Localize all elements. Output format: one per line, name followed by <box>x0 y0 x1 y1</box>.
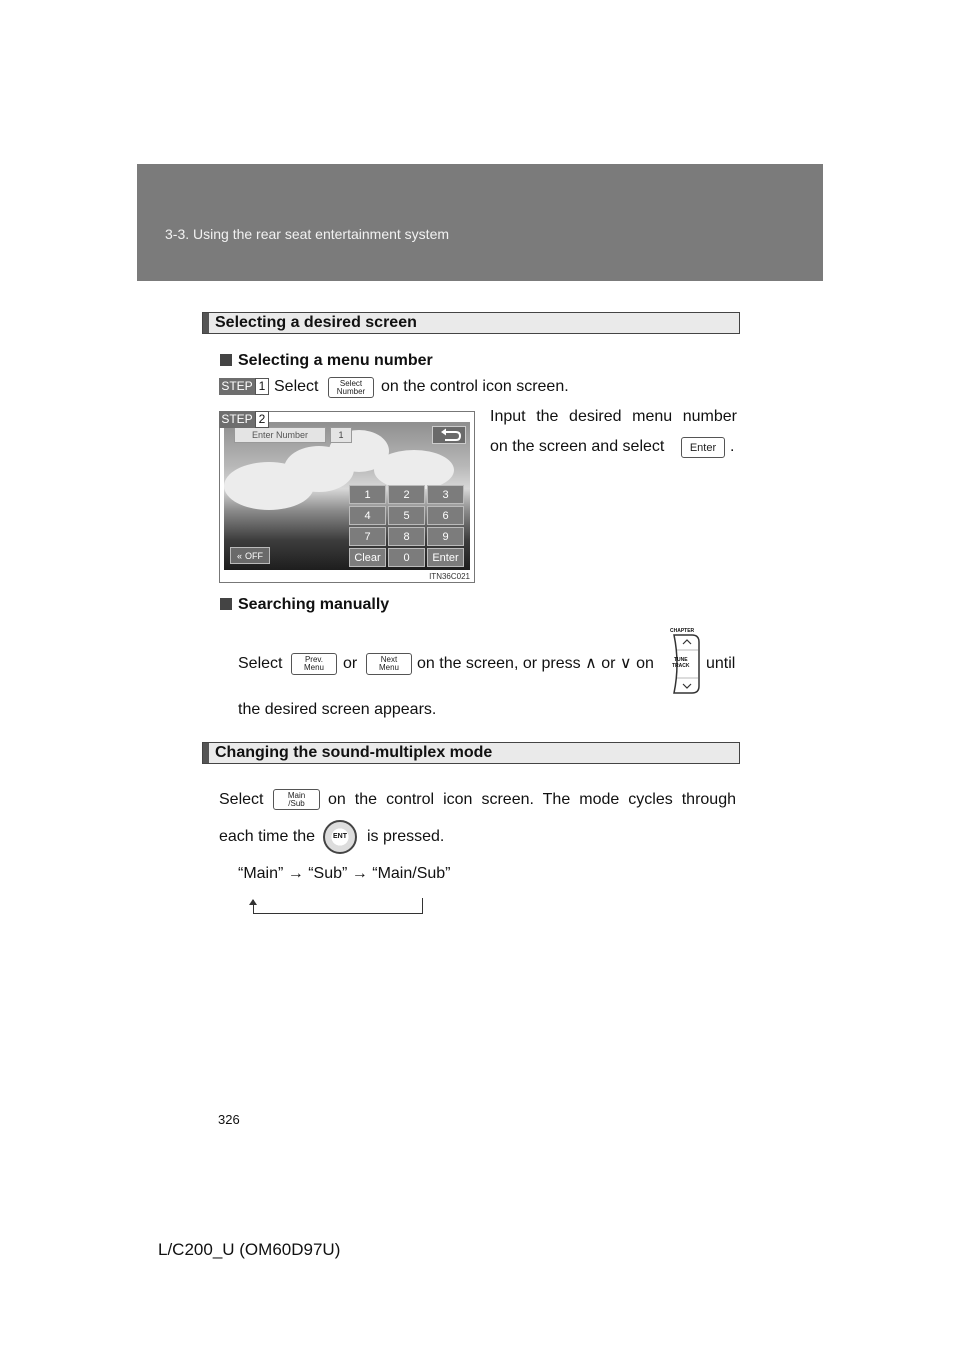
numeric-keypad <box>349 485 464 567</box>
key-enter[interactable]: Enter <box>427 548 464 567</box>
subheading-searching-manually: Searching manually <box>220 596 389 614</box>
double-chevron-left-icon: « <box>236 550 242 561</box>
multiplex-text-line-2-post: is pressed. <box>367 828 445 845</box>
cycle-return-arrow <box>253 898 423 914</box>
cloud-shape <box>374 450 454 490</box>
illustration-code: ITN36C021 <box>429 572 470 581</box>
ent-knob-icon: ENT <box>323 820 357 854</box>
step-2-line-2-pre: on the screen and select <box>490 438 665 455</box>
screen-background-image <box>224 422 470 570</box>
search-text-press: on the screen, or press ∧ or ∨ on <box>417 655 654 672</box>
section-heading-sound-multiplex <box>202 742 740 764</box>
square-bullet-icon <box>220 598 232 610</box>
mode-cycle-text: “Main” → “Sub” → “Main/Sub” <box>238 865 451 882</box>
chapter-switch-illustration <box>668 628 700 694</box>
header-band <box>137 164 823 281</box>
step-2-line-2-post: . <box>730 438 735 455</box>
switch-tune-track-label: TUNE TRACK <box>672 657 690 669</box>
key-clear[interactable]: Clear <box>349 548 386 567</box>
key-1[interactable]: 1 <box>349 485 386 504</box>
key-3[interactable]: 3 <box>427 485 464 504</box>
chapter-title: 3-3. Using the rear seat entertainment system <box>165 226 450 242</box>
key-2[interactable]: 2 <box>388 485 425 504</box>
section-title: Selecting a desired screen <box>215 314 417 331</box>
enter-button[interactable]: Enter <box>681 437 725 458</box>
key-6[interactable]: 6 <box>427 506 464 525</box>
number-value-field[interactable]: 1 <box>330 427 352 443</box>
step-2-line-1: Input the desired menu number <box>490 408 737 425</box>
subheading-menu-number: Selecting a menu number <box>220 352 433 370</box>
step-1-text-post: on the control icon screen. <box>381 378 569 395</box>
search-text-line-2: the desired screen appears. <box>238 701 437 718</box>
key-9[interactable]: 9 <box>427 527 464 546</box>
return-arrow-icon <box>433 427 467 445</box>
section-title: Changing the sound-multiplex mode <box>215 744 493 761</box>
return-button[interactable] <box>432 426 466 444</box>
key-0[interactable]: 0 <box>388 548 425 567</box>
key-5[interactable]: 5 <box>388 506 425 525</box>
prev-menu-button[interactable]: Prev. Menu <box>291 653 337 675</box>
search-text-or: or <box>343 655 358 672</box>
search-text-select: Select <box>238 655 283 672</box>
model-code: L/C200_U (OM60D97U) <box>158 1240 341 1259</box>
multiplex-text-line-1: on the control icon screen. The mode cycles through <box>328 791 736 808</box>
key-7[interactable]: 7 <box>349 527 386 546</box>
search-text-until: until <box>706 655 736 672</box>
off-button[interactable]: « OFF <box>230 547 270 564</box>
key-8[interactable]: 8 <box>388 527 425 546</box>
main-sub-button[interactable]: Main /Sub <box>273 789 320 810</box>
multiplex-text-select: Select <box>219 791 264 808</box>
enter-number-field[interactable]: Enter Number <box>234 427 326 443</box>
switch-chapter-label: CHAPTER <box>670 628 695 634</box>
next-menu-button[interactable]: Next Menu <box>366 653 412 675</box>
square-bullet-icon <box>220 354 232 366</box>
multiplex-text-line-2-pre: each time the <box>219 828 316 845</box>
select-number-button[interactable]: Select Number <box>328 377 374 398</box>
page-number: 326 <box>218 1112 240 1127</box>
section-heading-desired-screen <box>202 312 740 334</box>
key-4[interactable]: 4 <box>349 506 386 525</box>
menu-number-screen-illustration <box>219 411 475 583</box>
step-1-text-pre: Select <box>274 378 319 395</box>
